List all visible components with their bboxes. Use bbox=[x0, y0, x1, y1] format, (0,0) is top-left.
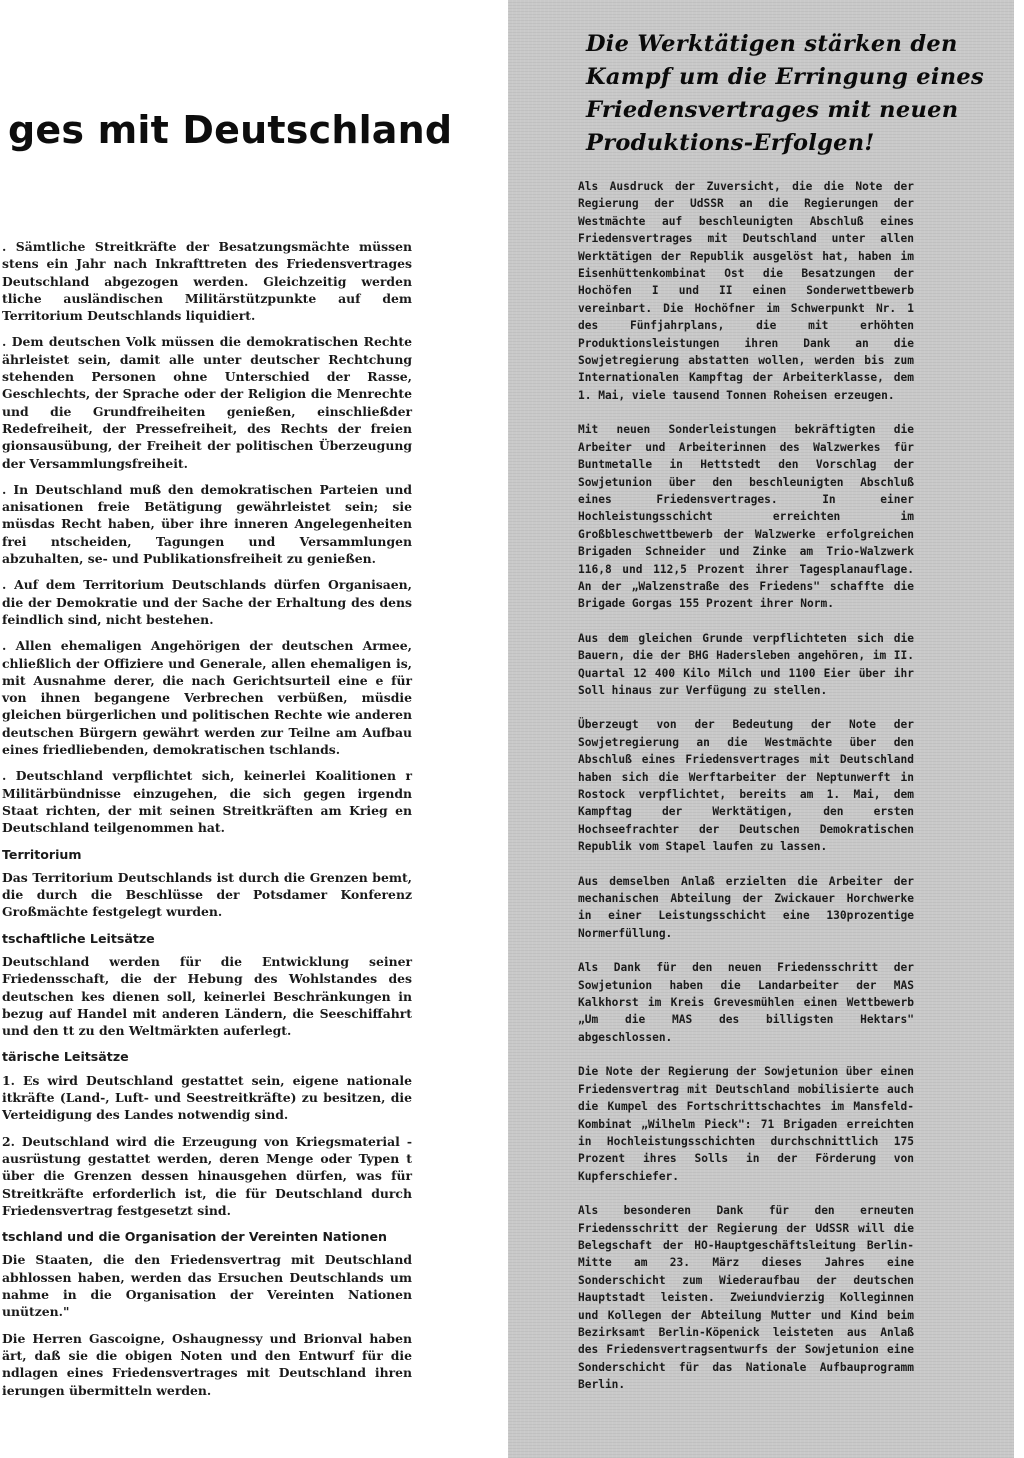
article-paragraph: Die Herren Gascoigne, Oshaugnessy und Brionval haben ärt, daß sie die obigen Noten und den Entwurf für die ndlagen eines Friedensvertrages mit Deutschland ihren ierungen übermitteln werden. bbox=[2, 1330, 412, 1398]
article-paragraph: Deutschland werden für die Entwicklung seiner Friedensschaft, die der Hebung des Wohlstandes des deutschen kes dienen soll, keinerlei Beschränkungen in bezug auf Handel mit anderen Ländern, die Seeschiffahrt und den tt zu den Weltmärkten auferlegt. bbox=[2, 953, 412, 1039]
article-paragraph: . Deutschland verpflichtet sich, keinerlei Koalitionen r Militärbündnisse einzugehen, die sich gegen irgendn Staat richten, der mit seinen Streitkräften am Krieg en Deutschland teilgenommen hat. bbox=[2, 768, 412, 836]
article-paragraph: 1. Es wird Deutschland gestattet sein, eigene nationale itkräfte (Land-, Luft- und Seestreitkräfte) zu besitzen, die Verteidigung des Landes notwendig sind. bbox=[2, 1072, 412, 1123]
news-paragraph: Als besonderen Dank für den erneuten Friedensschritt der Regierung der UdSSR will die Belegschaft der HO-Hauptgeschäftsleitung Berlin-Mitte am 23. März dieses Jahres eine Sonderschicht zum Wiederaufbau der deutschen Hauptstadt leisten. Zweiundvierzig Kolleginnen und Kollegen der Abteilung Mutter und Kind beim Bezirksamt Berlin-Köpenick leisteten aus Anlaß des Friedensvertragsentwurfs der Sowjetunion eine Sonderschicht für das Nationale Aufbauprogramm Berlin. bbox=[578, 1204, 914, 1392]
section-heading-vereinte-nationen: tschland und die Organisation der Vereinten Nationen bbox=[2, 1229, 387, 1245]
news-paragraph: Aus demselben Anlaß erzielten die Arbeiter der mechanischen Abteilung der Zwickauer Horchwerke in einer Leistungsschicht eine 130prozentige Normerfüllung. bbox=[578, 874, 914, 940]
article-paragraph: Die Staaten, die den Friedensvertrag mit Deutschland abhlossen haben, werden das Ersuchen Deutschlands um nahme in die Organisation der Vereinten Nationen unützen." bbox=[2, 1252, 412, 1320]
box-headline-line: Kampf um die Erringung eines bbox=[586, 64, 984, 90]
page-edge bbox=[1014, 0, 1024, 1458]
article-paragraph: . Auf dem Territorium Deutschlands dürfen Organisaen, die der Demokratie und der Sache der Erhaltung des dens feindlich sind, nicht bestehen. bbox=[2, 577, 412, 627]
box-headline bbox=[586, 28, 1006, 160]
news-paragraph: Als Ausdruck der Zuversicht, die die Note der Regierung der UdSSR an die Regierungen der Westmächte auf beschleunigten Abschluß eines Friedensvertrages mit Deutschland unter allen Werktätigen der Republik ausgelöst hat, haben im Eisenhüttenkombinat Ost die Besatzungen der Hochöfen I und II einen Sonderwettbewerb vereinbart. Die Hochöfner im Schwerpunkt Nr. 1 des Fünfjahrplans, die mit erhöhten Produktionsleistungen ihren Dank an die Sowjetregierung abstatten wollen, werden bis zum Internationalen Kampftag der Arbeiterklasse, dem 1. Mai, viele tausend Tonnen Roheisen erzeugen. bbox=[578, 180, 914, 402]
article-headline: ges mit Deutschland bbox=[8, 108, 453, 152]
news-paragraph: Mit neuen Sonderleistungen bekräftigten die Arbeiter und Arbeiterinnen des Walzwerkes für Buntmetalle in Hettstedt den Vorschlag der Sowjetunion über den beschleunigten Abschluß eines Friedensvertrages. In einer Hochleistungsschicht erreichten im Großbleschwettbewerb der Walzwerke erfolgreichen Brigaden Schneider und Zinke am Trio-Walzwerk 116,8 und 112,5 Prozent ihrer Tagesplanauflage. An der „Walzenstraße des Friedens" schaffte die Brigade Gorgas 155 Prozent ihrer Norm. bbox=[578, 423, 914, 611]
article-paragraph: . Allen ehemaligen Angehörigen der deutschen Armee, chließlich der Offiziere und Generale, allen ehemaligen is, mit Ausnahme derer, die nach Gerichtsurteil eine e für von ihnen begangene Verbrechen verbüßen, müsdie gleichen bürgerlichen und politischen Rechte wie anderen deutschen Bürgern gewährt werden zur Teilne am Aufbau eines friedliebenden, demokratischen tschlands. bbox=[2, 638, 412, 758]
section-heading-wirtschaft: tschaftliche Leitsätze bbox=[2, 930, 155, 946]
right-column-box bbox=[508, 0, 1024, 1458]
article-paragraph: 2. Deutschland wird die Erzeugung von Kriegsmaterial -ausrüstung gestattet werden, deren Menge oder Typen t über die Grenzen dessen hinausgehen dürfen, was für Streitkräfte erforderlich ist, die für Deutschland durch Friedensvertrag festgesetzt sind. bbox=[2, 1133, 412, 1218]
article-paragraph: . Sämtliche Streitkräfte der Besatzungsmächte müssen stens ein Jahr nach Inkrafttreten des Friedensvertrages Deutschland abgezogen werden. Gleichzeitig werden tliche ausländischen Militärstützpunkte auf dem Territorium Deutschlands liquidiert. bbox=[2, 239, 412, 324]
left-column bbox=[0, 0, 510, 1458]
box-news-body bbox=[578, 178, 914, 1411]
article-paragraph: Das Territorium Deutschlands ist durch die Grenzen bemt, die durch die Beschlüsse der Potsdamer Konferenz Großmächte festgelegt wurden. bbox=[2, 869, 412, 920]
news-paragraph: Als Dank für den neuen Friedensschritt der Sowjetunion haben die Landarbeiter der MAS Kalkhorst im Kreis Grevesmühlen einen Wettbewerb „Um die MAS des billigsten Hektars" abgeschlossen. bbox=[578, 961, 914, 1044]
news-paragraph: Aus dem gleichen Grunde verpflichteten sich die Bauern, die der BHG Hadersleben angehören, im II. Quartal 12 400 Kilo Milch und 1100 Eier über ihr Soll hinaus zur Verfügung zu stellen. bbox=[578, 631, 914, 697]
box-headline-line: Produktions-Erfolgen! bbox=[586, 130, 875, 156]
section-heading-militaer: tärische Leitsätze bbox=[2, 1049, 129, 1065]
article-body bbox=[2, 238, 412, 1408]
news-paragraph: Überzeugt von der Bedeutung der Note der Sowjetregierung an die Westmächte über den Abschluß eines Friedensvertrages mit Deutschland haben sich die Werftarbeiter der Neptunwerft in Rostock verpflichtet, bereits am 1. Mai, dem Kampftag der Werktätigen, den ersten Hochseefrachter der Deutschen Demokratischen Republik vom Stapel laufen zu lassen. bbox=[578, 718, 914, 854]
box-headline-line: Die Werktätigen stärken den bbox=[586, 31, 958, 57]
article-paragraph: . In Deutschland muß den demokratischen Parteien und anisationen freie Betätigung gewährleistet sein; sie müsdas Recht haben, über ihre inneren Angelegenheiten frei ntscheiden, Tagungen und Versammlungen abzuhalten, se- und Publikationsfreiheit zu genießen. bbox=[2, 481, 412, 567]
section-heading-territorium: Territorium bbox=[2, 846, 82, 862]
article-paragraph: . Dem deutschen Volk müssen die demokratischen Rechte ährleistet sein, damit alle unter deutscher Rechtchung stehenden Personen ohne Unterschied der Rasse, Geschlechts, der Sprache oder der Religion die Menrechte und die Grundfreiheiten genießen, einschließder Redefreiheit, der Pressefreiheit, des Rechts der freien gionsausübung, der Freiheit der politischen Überzeugung der Versammlungsfreiheit. bbox=[2, 334, 412, 471]
news-paragraph: Die Note der Regierung der Sowjetunion über einen Friedensvertrag mit Deutschland mobilisierte auch die Kumpel des Fortschrittschachtes im Mansfeld-Kombinat „Wilhelm Pieck": 71 Brigaden erreichten in Hochleistungsschichten durchschnittlich 175 Prozent ihres Solls in der Förderung von Kupferschiefer. bbox=[578, 1065, 914, 1183]
box-headline-line: Friedensvertrages mit neuen bbox=[586, 97, 959, 123]
